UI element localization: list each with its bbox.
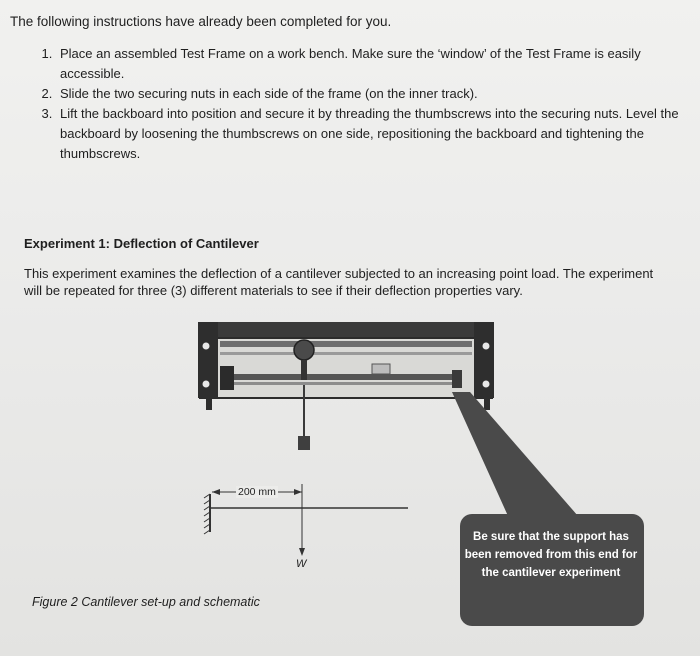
intro-text: The following instructions have already been completed for you. (10, 14, 392, 29)
experiment-title: Experiment 1: Deflection of Cantilever (24, 236, 259, 251)
beam-clamp (220, 366, 234, 390)
dial-gauge (294, 340, 314, 360)
beam-lower-edge (220, 382, 460, 385)
frame-top-bar (198, 322, 494, 338)
top-rail (220, 341, 472, 347)
bolt (483, 381, 490, 388)
bolt (203, 381, 210, 388)
frame-left-foot (206, 398, 212, 410)
instruction-step: 3. Lift the backboard into position and secure it by threading the thumbscrews into the securing nuts. Level the backboard by loosening the thumbscrews on one side, repositioning the backboard and tightening the thumbscrews. (56, 104, 696, 164)
figure-caption: Figure 2 Cantilever set-up and schematic (32, 595, 260, 609)
instruction-step: 1. Place an assembled Test Frame on a work bench. Make sure the ‘window’ of the Test Frame is easily accessible. (56, 44, 696, 84)
bolt (483, 343, 490, 350)
load-label: W (296, 558, 307, 570)
end-support (452, 370, 462, 388)
top-rail-lower (220, 352, 472, 355)
gauge-stem (301, 360, 307, 380)
experiment-description: This experiment examines the deflection of a cantilever subjected to an increasing point load. The experiment will be repeated for three (3) different materials to see if their deflection properties vary. (24, 266, 654, 298)
load-arrow (299, 548, 305, 556)
dimension-label: 200 mm (238, 486, 276, 498)
frame-right-foot (484, 398, 490, 410)
bolt (203, 343, 210, 350)
load-weight (298, 436, 310, 450)
callout-pointer (452, 392, 578, 516)
callout-text: Be sure that the support has been removed from this end for the cantilever experiment (464, 531, 638, 579)
instruction-step: 2. Slide the two securing nuts in each side of the frame (on the inner track). (56, 84, 696, 104)
label-tag (372, 364, 390, 374)
cantilever-beam (220, 374, 460, 380)
dimension-arrow-left (212, 489, 220, 495)
dimension-arrow-right (294, 489, 302, 495)
